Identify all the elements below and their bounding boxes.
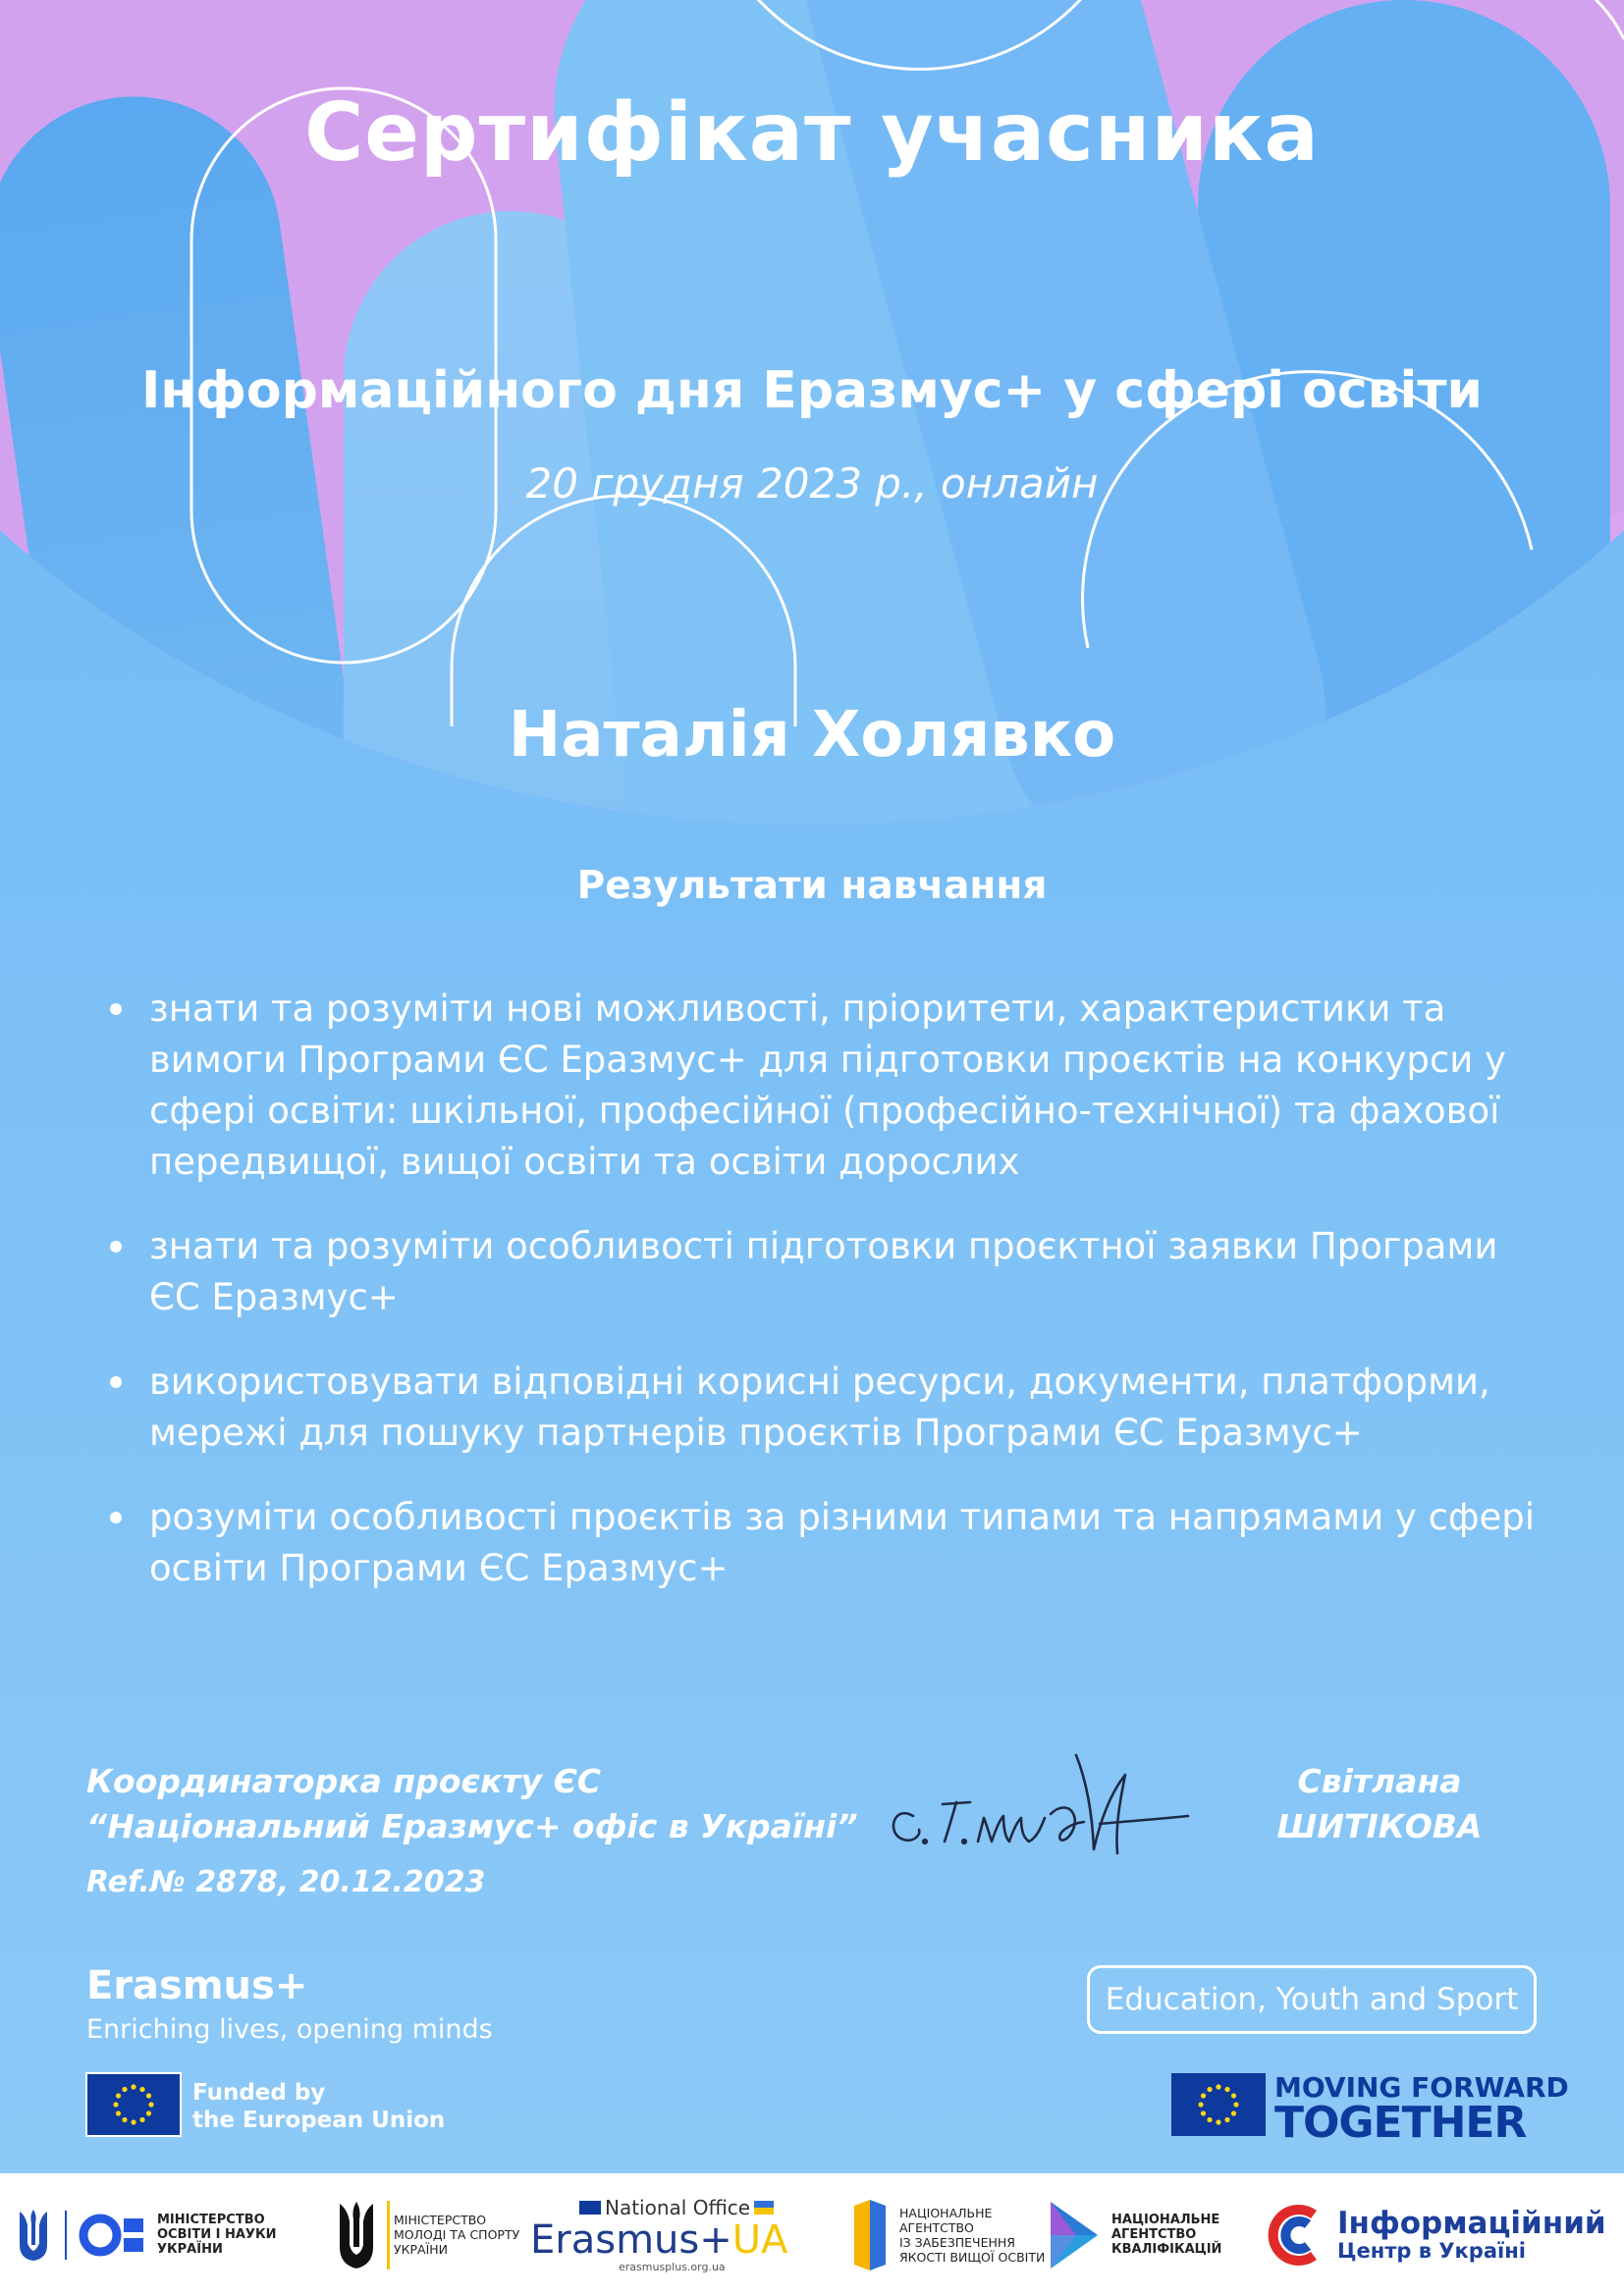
funded-line2: the European Union: [192, 2108, 446, 2133]
eu-flag-right-icon: [1171, 2073, 1266, 2136]
bullet-icon: [110, 1241, 122, 1253]
trident-icon: [332, 2196, 381, 2274]
outcome-text: використовувати відповідні корисні ресурси, документи, платформи, мережі для пошуку партнерів проєктів Програми ЄС Еразмус+: [149, 1361, 1490, 1454]
erasmus-slogan: Enriching lives, opening minds: [86, 2014, 493, 2045]
education-youth-sport-badge: Education, Youth and Sport: [1087, 1965, 1537, 2034]
nazyavo-line2: АГЕНТСТВО: [899, 2219, 974, 2235]
nazyavo-line1: НАЦІОНАЛЬНЕ: [899, 2205, 993, 2220]
info-center-line1: Інформаційний: [1337, 2205, 1606, 2241]
eu-mini-flag-icon: [579, 2201, 601, 2215]
certificate-title: Сертифікат учасника: [304, 86, 1320, 180]
info-center-c-icon: [1265, 2201, 1331, 2269]
signer-first-name: Світлана: [1297, 1762, 1462, 1800]
mon-line2: ОСВІТИ І НАУКИ: [157, 2227, 277, 2242]
mon-circle-square-icon: [79, 2211, 147, 2260]
signer-name: [1237, 1759, 1522, 1849]
nazyavo-line4: ЯКОСТІ ВИЩОЇ ОСВІТИ: [899, 2249, 1046, 2265]
nak-line3: КВАЛІФІКАЦІЙ: [1111, 2242, 1222, 2257]
signer-last-name: ШИТІКОВА: [1276, 1807, 1483, 1845]
ua-label: UA: [731, 2217, 788, 2263]
reference-number: Ref.№ 2878, 20.12.2023: [86, 1865, 486, 1899]
info-center-line2: Центр в Україні: [1337, 2238, 1526, 2263]
national-office-erasmus-logo: [530, 2173, 787, 2296]
nak-logo: [1047, 2173, 1221, 2296]
outcome-text: знати та розуміти особливості підготовки проєктної заявки Програми ЄС Еразмус+: [149, 1225, 1498, 1318]
mon-logo: [14, 2173, 276, 2296]
list-item: [108, 1357, 1551, 1459]
erasmus-plus-label: Erasmus+: [530, 2217, 732, 2263]
erasmus-logo-text: Erasmus+: [86, 1963, 308, 2008]
nak-line2: АГЕНТСТВО: [1111, 2227, 1197, 2242]
bullet-icon: [110, 1376, 122, 1388]
msm-line3: УКРАЇНИ: [394, 2242, 449, 2257]
list-item: [108, 1492, 1551, 1594]
outcome-text: розуміти особливості проєктів за різними типами та напрямами у сфері освіти Програми ЄС Еразмус+: [149, 1496, 1536, 1589]
eu-flag-left-icon: [86, 2073, 181, 2136]
funded-line1: Funded by: [192, 2080, 326, 2106]
outcome-text: знати та розуміти нові можливості, пріоритети, характеристики та вимоги Програми ЄС Еразмус+ для підготовки проєктів на конкурси у сфері освіти: шкільної, професійної (професійно-технічної) та фахової передвищої, вищої освіти та освіти дорослих: [149, 988, 1506, 1183]
partner-logos-footer: [0, 2173, 1624, 2296]
ua-mini-flag-icon: [754, 2201, 774, 2215]
mon-line1: МІНІСТЕРСТВО: [157, 2213, 265, 2227]
nazyavo-shape-icon: [850, 2196, 890, 2274]
list-item: [108, 1221, 1551, 1323]
learning-outcomes-list: [108, 984, 1551, 1628]
coordinator-role: [86, 1759, 858, 1849]
msm-logo: [332, 2173, 519, 2296]
moving-forward-together: [1274, 2071, 1569, 2148]
coordinator-role-line2: “Національний Еразмус+ офіс в Україні”: [86, 1807, 858, 1845]
nazyavo-logo: [850, 2173, 1045, 2296]
event-name: Інформаційного дня Еразмус+ у сфері освіти: [141, 361, 1483, 420]
list-item: [108, 984, 1551, 1188]
info-center-logo: [1265, 2173, 1606, 2296]
participant-name: Наталія Холявко: [508, 699, 1116, 772]
national-office-label: National Office: [605, 2196, 751, 2219]
msm-line1: МІНІСТЕРСТВО: [394, 2213, 487, 2227]
msm-line2: МОЛОДІ ТА СПОРТУ: [394, 2227, 520, 2242]
mft-line1: MOVING FORWARD: [1274, 2071, 1569, 2104]
nak-triangle-icon: [1047, 2198, 1102, 2272]
funded-by-eu: [192, 2079, 445, 2134]
nazyavo-line3: ІЗ ЗАБЕЗПЕЧЕННЯ: [899, 2234, 1015, 2250]
handwritten-signature-icon: [874, 1745, 1198, 1863]
coordinator-role-line1: Координаторка проєкту ЄС: [86, 1762, 601, 1800]
nak-line1: НАЦІОНАЛЬНЕ: [1111, 2213, 1220, 2227]
bullet-icon: [110, 1512, 122, 1523]
event-date: 20 грудня 2023 р., онлайн: [525, 459, 1099, 507]
bullet-icon: [110, 1003, 122, 1015]
mon-line3: УКРАЇНИ: [157, 2242, 223, 2257]
results-heading: Результати навчання: [576, 864, 1048, 908]
ukraine-trident-icon: [14, 2206, 53, 2265]
mft-line2: TOGETHER: [1274, 2098, 1527, 2148]
national-office-url: erasmusplus.org.ua: [619, 2261, 726, 2273]
